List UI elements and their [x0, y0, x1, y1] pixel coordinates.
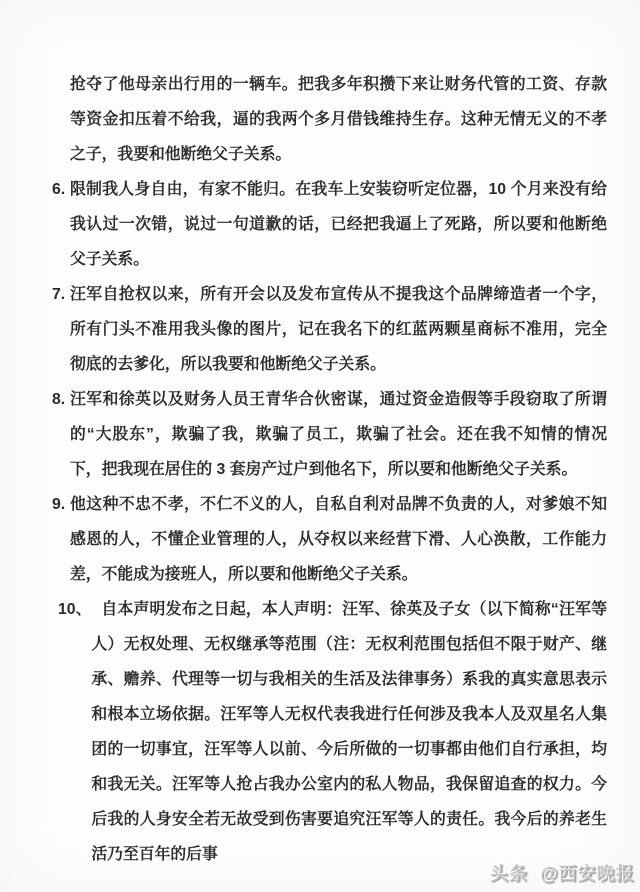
list-item-8 — [52, 382, 607, 487]
declaration-text-block — [52, 67, 607, 872]
list-item-6 — [52, 172, 607, 277]
item-text: 汪军和徐英以及财务人员王青华合伙密谋，通过资金造假等手段窃取了所谓的“大股东”，欺骗了我，欺骗了员工，欺骗了社会。还在我不知情的情况下，把我现在居住的 3 套房产过户到他名下，所以要和他断绝父子关系。 — [70, 391, 607, 478]
list-item-7 — [52, 277, 607, 382]
item-marker: 10、 — [58, 601, 92, 618]
list-item-5-continuation — [52, 67, 607, 172]
item-marker: 9. — [52, 496, 66, 513]
item-text: 自本声明发布之日起，本人声明：汪军、徐英及子女（以下简称“汪军等人）无权处理、无权继承等范围（注：无权利范围包括但不限于财产、继承、赡养、代理等一切与我相关的生活及法律事务）系我的真实意思表示和根本立场依据。汪军等人无权代表我进行任何涉及我本人及双星名人集团的一切事宜，汪军等人以前、今后所做的一切事都由他们自行承担，均和我无关。汪军等人抢占我办公室内的私人物品，我保留追查的权力。今后我的人身安全若无故受到伤害要追究汪军等人的责任。我今后的养老生活乃至百年的后事 — [91, 601, 607, 863]
item-text: 汪军自抢权以来，所有开会以及发布宣传从不提我这个品牌缔造者一个字，所有门头不准用我头像的图片，记在我名下的红蓝两颗星商标不准用，完全彻底的去爹化，所以我要和他断绝父子关系。 — [70, 286, 607, 373]
toutiao-watermark — [490, 860, 635, 886]
item-text: 他这种不忠不孝，不仁不义的人，自私自利对品牌不负责的人，对爹娘不知感恩的人，不懂企业管理的人，从夺权以来经营下滑、人心涣散，工作能力差，不能成为接班人，所以要和他断绝父子关系。 — [70, 496, 607, 583]
item-text: 限制我人身自由，有家不能归。在我车上安装窃听定位器，10 个月来没有给我认过一次错，说过一句道歉的话，已经把我逼上了死路，所以要和他断绝父子关系。 — [70, 181, 607, 268]
list-item-10 — [58, 592, 607, 872]
item-marker: 8. — [52, 391, 66, 408]
list-item-9 — [52, 487, 607, 592]
item-marker: 7. — [52, 286, 66, 303]
watermark-source-label: 头条 — [490, 864, 529, 884]
item-marker: 6. — [52, 181, 66, 198]
watermark-account-handle: @西安晚报 — [540, 864, 635, 884]
item-text: 抢夺了他母亲出行用的一辆车。把我多年积攒下来让财务代管的工资、存款等资金扣压着不给我，逼的我两个多月借钱维持生存。这种无情无义的不孝之子，我要和他断绝父子关系。 — [70, 76, 607, 163]
